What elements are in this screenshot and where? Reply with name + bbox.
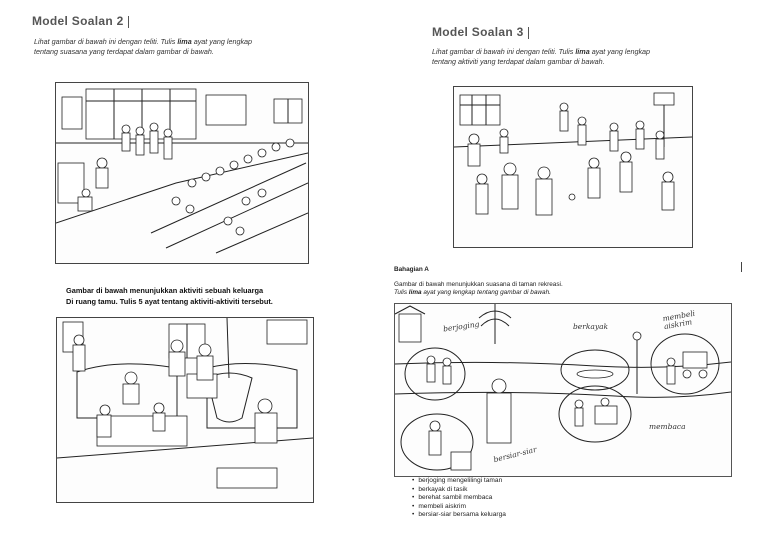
playground-drawing [454,87,692,247]
caption-line1: Gambar di bawah menunjukkan aktiviti sebuah keluarga [66,286,264,295]
park-illustration [394,303,732,477]
label-membaca: membaca [649,422,686,431]
list-item: • membeli aiskrim [412,503,612,512]
instr-bold: lima [177,37,192,46]
section-label: Bahagian A [394,266,429,273]
model-soalan-3-heading [432,25,529,39]
instr-part: ayat yang lengkap [589,47,651,56]
instr-line2: tentang aktiviti yang terdapat dalam gambar di bawah. [432,56,605,66]
bullet-list [412,477,612,520]
instr-bold: lima [575,47,590,56]
park-line2 [394,289,724,297]
activity-list [412,477,612,520]
left-caption [66,285,366,307]
model-soalan-2-heading [32,14,129,28]
label-berkayak: berkayak [573,322,609,331]
instr-part: ayat yang lengkap [191,37,253,46]
list-item: • berjoging mengelilingi taman [412,477,612,486]
instr-line2: tentang suasana yang terdapat dalam gambar di bawah. [34,46,214,56]
list-item: • bersiar-siar bersama keluarga [412,511,612,520]
list-item: • berehat sambil membaca [412,494,612,503]
instr-part: Lihat gambar di bawah ini dengan teliti. Tulis [34,37,178,46]
park-line1: Gambar di bawah menunjukkan suasana di taman rekreasi. [394,281,563,288]
park-bold: lima [408,289,422,296]
park-instruction [394,281,724,297]
label-berjoging: berjoging [442,319,480,334]
living-room-illustration [56,317,314,503]
heading-text: Model Soalan 2 [32,14,124,28]
right-instruction [432,47,732,66]
list-item: • berkayak di tasik [412,486,612,495]
living-room-drawing [57,318,313,502]
heading-bar [128,16,129,28]
heading-bar [528,27,529,39]
label-bersiar-siar: bersiar-siar [492,444,538,465]
label-membeli-aiskrim: membeli aiskrim [661,308,696,332]
waiting-room-drawing [56,83,308,263]
playground-illustration [453,86,693,248]
park-part: ayat yang lengkap tentang gambar di bawah. [421,289,551,296]
heading-text: Model Soalan 3 [432,25,524,39]
waiting-room-illustration [55,82,309,264]
margin-mark [741,262,742,272]
left-instruction [34,37,364,56]
caption-line2: Di ruang tamu. Tulis 5 ayat tentang aktiviti-aktiviti tersebut. [66,297,273,306]
instr-part: Lihat gambar di bawah ini dengan teliti. Tulis [432,47,576,56]
park-part: Tulis [394,289,409,296]
